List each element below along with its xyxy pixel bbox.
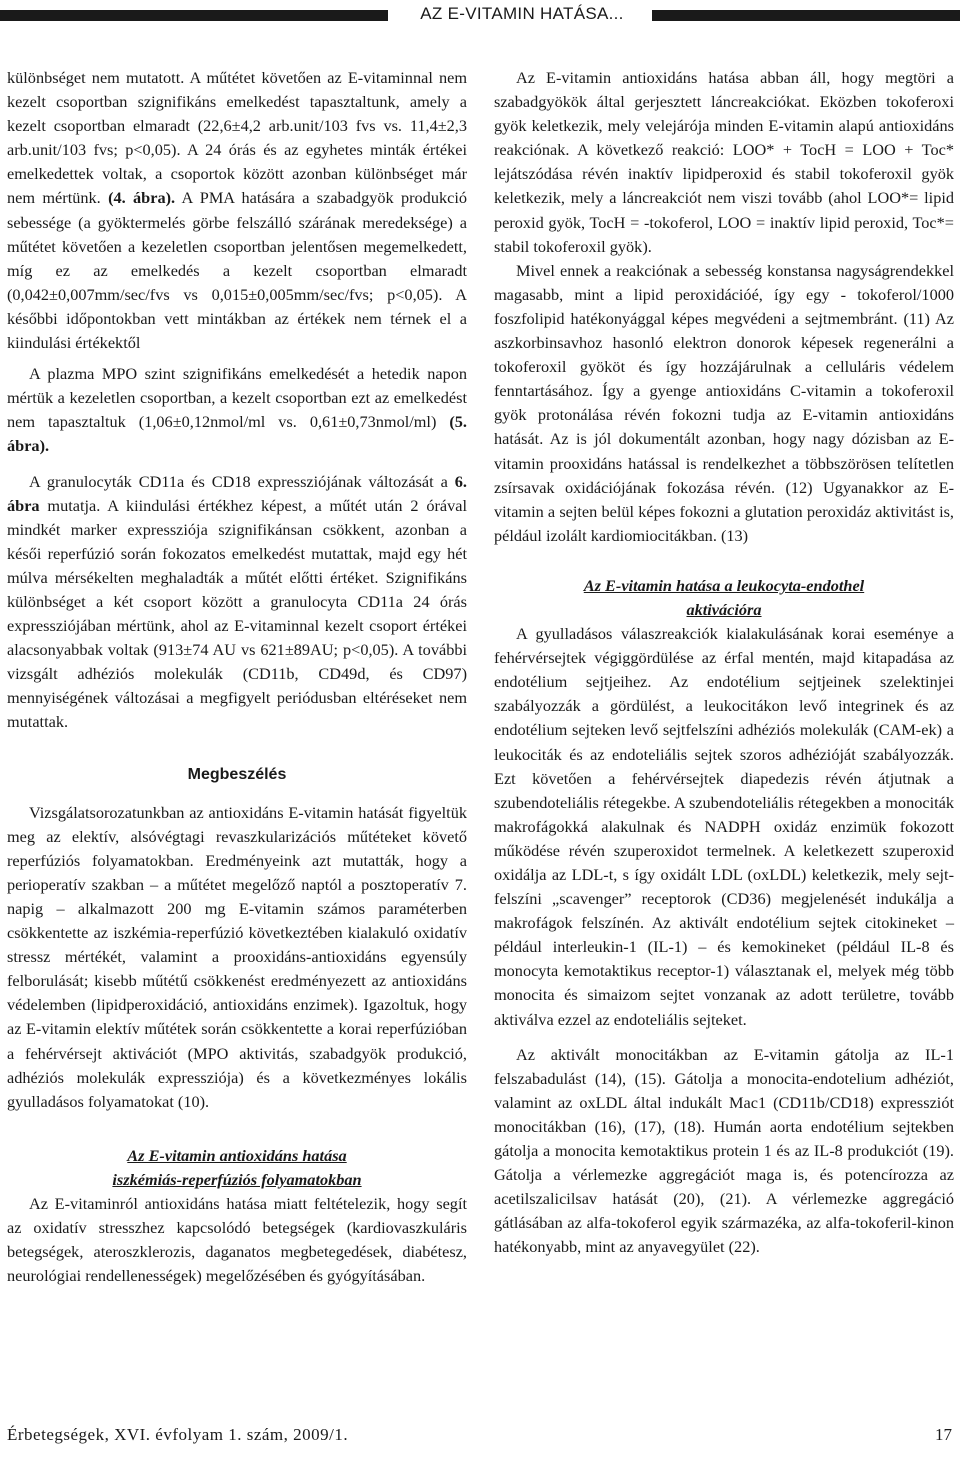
subheading-line-1: Az E-vitamin hatása a leukocyta-endothel: [583, 575, 865, 595]
subheading-antioxidant-block: [7, 1144, 467, 1192]
text: mutatja. A kiindulási értékhez képest, a műtét után 2 órával mindkét marker expressziója szignifikánsan csökkent, azonban a késői reperfúzió során fokozatos emelkedést mutattak, majd egy hét múlva mérsékelten meghaladták a műtét előtti értéket. Szignifikáns különbséget a két csoport között a granulocyta CD11a 24 órás expressziójában mértünk, ahol az E-vitaminnal kezelt csoport értékei alacsonyabbak voltak (913±74 AU vs 621±89AU; p<0,05). A további vizsgált adhéziós molekulák (CD11b, CD49d, és CD97) mennyiségének változásai a megfigyelt periódusban eltéréseket nem mutattak.: [7, 495, 467, 732]
subheading-leukocyte-block: [494, 574, 954, 622]
section-heading-discussion: Megbeszélés: [187, 765, 287, 783]
figure-ref-6: 6. ábra: [7, 471, 467, 515]
header-rule-left: [0, 10, 388, 21]
text: A PMA hatására a szabadgyök produkció sebessége (a gyöktermelés görbe felszálló szárának meredeksége) a műtétet követően a kezeletlen csoportban jelentősen megemelkedett, míg ez az emelkedés a kezelt csoportban elmaradt (0,042±0,007mm/sec/fvs vs 0,015±0,005mm/sec/fvs; p<0,05). A későbbi időpontokban vett mintákban az értékek nem térnek el a kiindulási értékektől: [7, 188, 467, 353]
right-column: [494, 66, 954, 1260]
header-rule-right: [652, 10, 960, 21]
subheading-line-2: iszkémiás-reperfúziós folyamatokban: [112, 1169, 362, 1189]
running-title: AZ E-VITAMIN HATÁSA...: [420, 4, 624, 23]
figure-ref-5: (5. ábra).: [7, 412, 467, 456]
paragraph-discussion-1: Vizsgálatsorozatunkban az antioxidáns E-vitamin hatását figyeltük meg az elektív, alsóvégtagi revaszkularizációs műtéteket követő reperfúziós folyamatokban. Eredményeink azt mutatták, hogy a perioperatív szakban – a műtétet megelőző naptól a posztoperatív 7. napig – alkalmazott 200 mg E-vitamin számos paraméterben csökkentette az iszkémia-reperfúzió következtében kialakuló oxidatív stressz mértékét, valamint a prooxidáns-antioxidáns egyensúly felborulását; kisebb műtétű csökkenést eredményezett az antioxidáns védelemben (lipidperoxidáció, antioxidáns enzimek). Igazoltuk, hogy az E-vitamin elektív műtétek során csökkentette a korai reperfúzióban a fehérvérsejt aktivációt (MPO aktivitás, szabadgyök produkció, adhéziós molekulák expressziója) és a következményes lokális gyulladásos folyamatokat (10).: [7, 802, 467, 1111]
paragraph-mechanism-1: Az E-vitamin antioxidáns hatása abban áll, hogy megtöri a szabadgyökök által gerjesztett láncreakciókat. Eközben tokoferoxi gyök keletkezik, mely velejárója minden E-vitamin alapú antioxidáns reakciónak. A következő reakció: LOO* + TocH = LOO + Toc* lejátszódása révén inaktív lipidperoxid és stabil tokoferoxil gyök keletkezik, mely a láncreakciót nem viszi tovább (ahol LOO*= lipid peroxid gyök, TocH = -tokoferol, LOO = inaktív lipid peroxid, Toc*= stabil tokoferoxil gyök).: [494, 68, 954, 256]
paragraph-leukocyte-2: Az aktivált monocitákban az E-vitamin gátolja az IL-1 felszabadulást (14), (15). Gátolja a monocita-endotelium adhéziót, valamint az oxLDL által indukált Mac1 (CD11b/CD18) expressziót monocitákban (16), (17), (18). Humán aorta endotélium sejtekben gátolja a monocita kemotaktikus protein 1 és az IL-8 produkciót (19). Gátolja a vérlemezke aggregációt maga is, és potencírozza az acetilszalicilsav hatását (20), (21). A vérlemezke aggregáció gátlásában az alfa-tokoferol egyik származéka, az alfa-tokoferil-kinon hatékonyabb, mint az anyavegyület (22).: [494, 1044, 954, 1257]
left-column: [7, 66, 467, 1288]
page-number: 17: [935, 1425, 952, 1444]
text: A granulocyták CD11a és CD18 expressziójának változását a: [29, 471, 455, 491]
paragraph-results-2: [7, 362, 467, 458]
text: A plazma MPO szint szignifikáns emelkedését a hetedik napon mértük a kezeletlen csoportban, a kezelt csoportban ezt az emelkedést nem tapasztaltuk (1,06±0,12nmol/ml vs. 0,61±0,73nmol/ml): [7, 364, 467, 432]
text: különbséget nem mutatott. A műtétet követően az E-vitaminnal nem kezelt csoportban szignifikáns emelkedést tapasztaltunk, amely a kezelt csoportban elmaradt (22,6±4,2 arb.unit/103 fvs vs. 11,4±2,3 arb.unit/103 fvs; p<0,05). A 24 órás és az egyhetes minták értékei emelkedettek voltak, a csoportok között azonban különbséget már nem mértünk.: [7, 68, 467, 208]
paragraph-discussion-2: Az E-vitaminról antioxidáns hatása miatt feltételezik, hogy segít az oxidatív stresszhez kapcsolódó betegségek (kardiovaszkuláris betegségek, ateroszklerozis, daganatos megbetegedések, diabétesz, neurológiai rendellenességek) megelőzésében és gyógyításában.: [7, 1194, 467, 1286]
running-header: [0, 0, 960, 40]
paragraph-leukocyte-1: A gyulladásos válaszreakciók kialakulásának korai eseménye a fehérvérsejtek végiggördülése az érfal mentén, majd kitapadása az endotélium sejtjeihez. Az endotélium sejtjeinek szelektinjei szabályozzák a gördülést, a leukocitákon levő integrinek és az endotélium sejteken levő sejtfelszíni adhéziós molekulák (CAM-ek) a leukociták és az endoteliális sejtek szoros adhézióját szabályozzák. Ezt követően a fehérvérsejtek diapedezis révén átjutnak a szubendoteliális rétegekbe. A szubendoteliális rétegekben a monociták makrofágokká alakulnak és NADPH oxidáz enzimük fokozott működése révén szuperoxidot termelnek. A keletkezett szuperoxid oxidálja az LDL-t, s így oxidált LDL (oxLDL) keletkezik, mely sejt-felszíni „scavenger” receptorok (CD36) megjelenését indukálja a makrofágok felszínén. Az aktivált endotélium sejtek citokineket – például interleukin-1 (IL-1) – és kemokineket (például IL-8 és monocyta kemotaktikus receptor-1) választanak el, melyek még több monocita és simaizom sejtet vonzanak az adott területre, tovább aktiválva ezzel az endoteliális sejteket.: [494, 624, 954, 1029]
paragraph-results-3: [7, 470, 467, 735]
subheading-line-2: aktivációra: [686, 599, 762, 619]
paragraph-results-1: [7, 66, 467, 355]
subheading-line-1: Az E-vitamin antioxidáns hatása: [127, 1145, 347, 1165]
figure-ref-4: (4. ábra).: [108, 188, 176, 208]
journal-citation: Érbetegségek, XVI. évfolyam 1. szám, 2009/1.: [7, 1425, 349, 1444]
paragraph-mechanism-2: Mivel ennek a reakciónak a sebesség konstansa nagyságrendekkel magasabb, mint a lipid peroxidációé, így egy - tokoferol/1000 foszfolipid hatékonyággal képes megvédeni a sejtmembránt. (11) Az aszkorbinsavhoz hasonló elektron donorok képesek regenerálni a tokoferoxil gyököt és így hozzájárulnak a celluláris védelem fenntartásához. Így a gyenge antioxidáns C-vitamin a tokoferoxil gyök protonálása révén fokozni tudja az E-vitamin antioxidáns hatását. Az is jól dokumentált azonban, hogy nagy dózisban az E-vitamin prooxidáns hatással is rendelkezhet a többszörösen telítetlen zsírsavak oxidációjának fokozása révén. (12) Ugyanakkor az E-vitamin a sejten belül képes fokozni a glutation peroxidáz aktivitást is, például izolált kardiomiocitákban. (13): [494, 260, 954, 545]
page-footer: [0, 1425, 960, 1459]
